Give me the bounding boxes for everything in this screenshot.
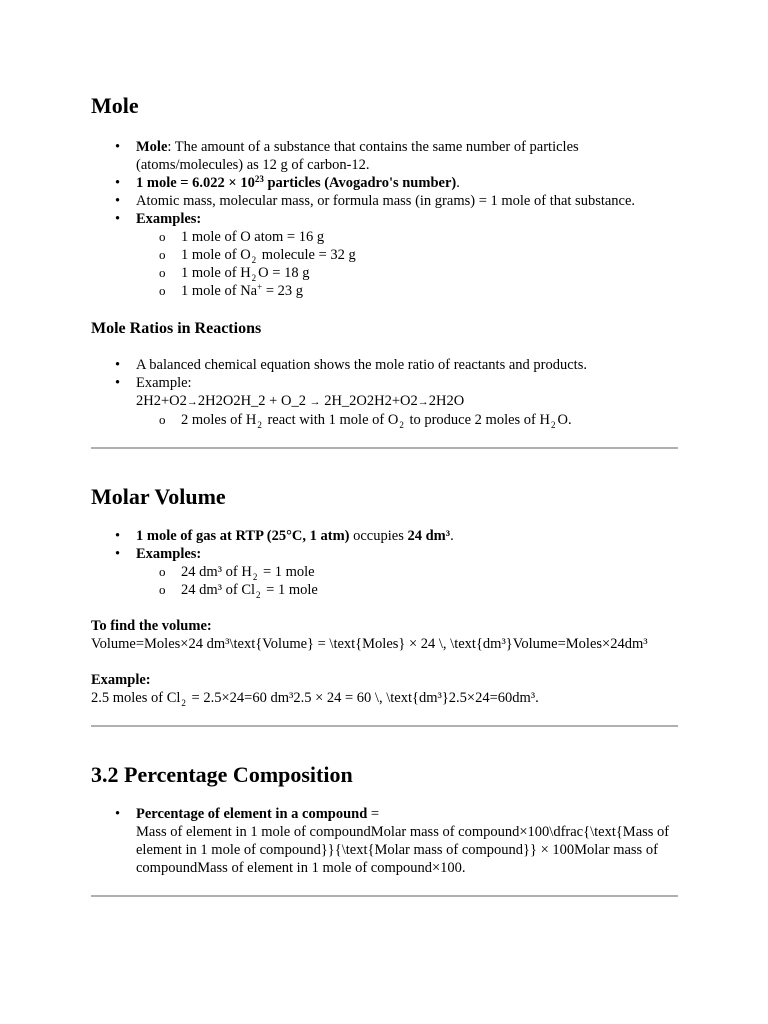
find-volume-formula: Volume=Moles×24 dm³\text{Volume} = \text{Moles} × 24 \, \text{dm³}Volume=Moles×24dm³: [91, 636, 648, 652]
equation: 2H2+O2→2H2O2H_2 + O_2 → 2H_2O2H2+O2→2H2O: [136, 393, 465, 409]
list-item: • A balanced chemical equation shows the mole ratio of reactants and products.: [91, 356, 678, 374]
percentage-formula: Mass of element in 1 mole of compoundMolar mass of compound×100\dfrac{\text{Mass of element in 1 mole of compound}}{\text{Molar mass of compound}} × 100Molar mass of compoundMass of element in 1 mole of compound×100.: [136, 824, 670, 876]
list-item: • Percentage of element in a compound = Mass of element in 1 mole of compoundMolar mass of compound×100\dfrac{\text{Mass of element in 1 mole of compound}}{\text{Molar mass of compound}} × 100Molar mass of compoundMass of element in 1 mole of compound×100.: [91, 805, 678, 877]
list-item: o 1 mole of Na+ = 23 g: [136, 282, 678, 300]
list-item: • Examples: o 24 dm³ of $H_2 = 1$ mole o 24 dm³ of $Cl_2 = 1$ mole: [91, 545, 678, 599]
heading-mole: Mole: [91, 93, 139, 118]
list-item: o 1 mole of O atom = 16 g: [136, 228, 678, 246]
section-divider: [91, 895, 678, 897]
list-item: • 1 mole of gas at RTP (25°C, 1 atm) occupies 24 dm³.: [91, 527, 678, 545]
example-text: 2.5 moles of $Cl_2 = 2.5\times 24=60$ dm³2.5 × 24 = 60 \, \text{dm³}2.5×24=60dm³.: [91, 690, 539, 708]
heading-percentage-composition: 3.2 Percentage Composition: [91, 762, 353, 787]
ratios-list: [91, 356, 678, 429]
molar-volume-list: [91, 527, 678, 599]
heading-mole-ratios: Mole Ratios in Reactions: [91, 320, 262, 337]
example-label: Example:: [91, 672, 151, 688]
find-volume-label: To find the volume:: [91, 618, 212, 634]
list-item: o 2 moles of $H_2$ react with 1 mole of $O_2$ to produce 2 moles of $H_2$ O.: [136, 411, 678, 429]
mole-examples-list: [136, 228, 678, 300]
list-item: • Examples: o 1 mole of O atom = 16 g o 1 mole of $O_2$ molecule = 32 g o 1 mole of $H_2$ O = 18 g o 1 mole of Na+ = 23 g: [91, 210, 678, 300]
list-item: • 1 mole = $6.022 \times 10^{23}$ particles (Avogadro's number).: [91, 174, 678, 192]
list-item: o 1 mole of $O_2$ molecule = 32 g: [136, 246, 678, 264]
list-item: • Mole: The amount of a substance that contains the same number of particles (atoms/molecules) as 12 g of carbon-12.: [91, 138, 678, 174]
list-item: o 24 dm³ of $Cl_2 = 1$ mole: [136, 581, 678, 599]
list-item: • Atomic mass, molecular mass, or formula mass (in grams) = 1 mole of that substance.: [91, 192, 678, 210]
list-item: • Example: 2H2+O2→2H2O2H_2 + O_2 → 2H_2O2H2+O2→2H2O o 2 moles of $H_2$ react with 1 mole of $O_2$ to produce 2 moles of $H_2$ O.: [91, 374, 678, 429]
molar-volume-examples-list: [136, 563, 678, 599]
mole-list: [91, 138, 678, 300]
document-content: [91, 88, 678, 897]
percentage-list: [91, 805, 678, 877]
heading-molar-volume: Molar Volume: [91, 484, 226, 509]
list-item: o 24 dm³ of $H_2 = 1$ mole: [136, 563, 678, 581]
ratios-sublist: [136, 411, 678, 429]
list-item: o 1 mole of $H_2$ O = 18 g: [136, 264, 678, 282]
